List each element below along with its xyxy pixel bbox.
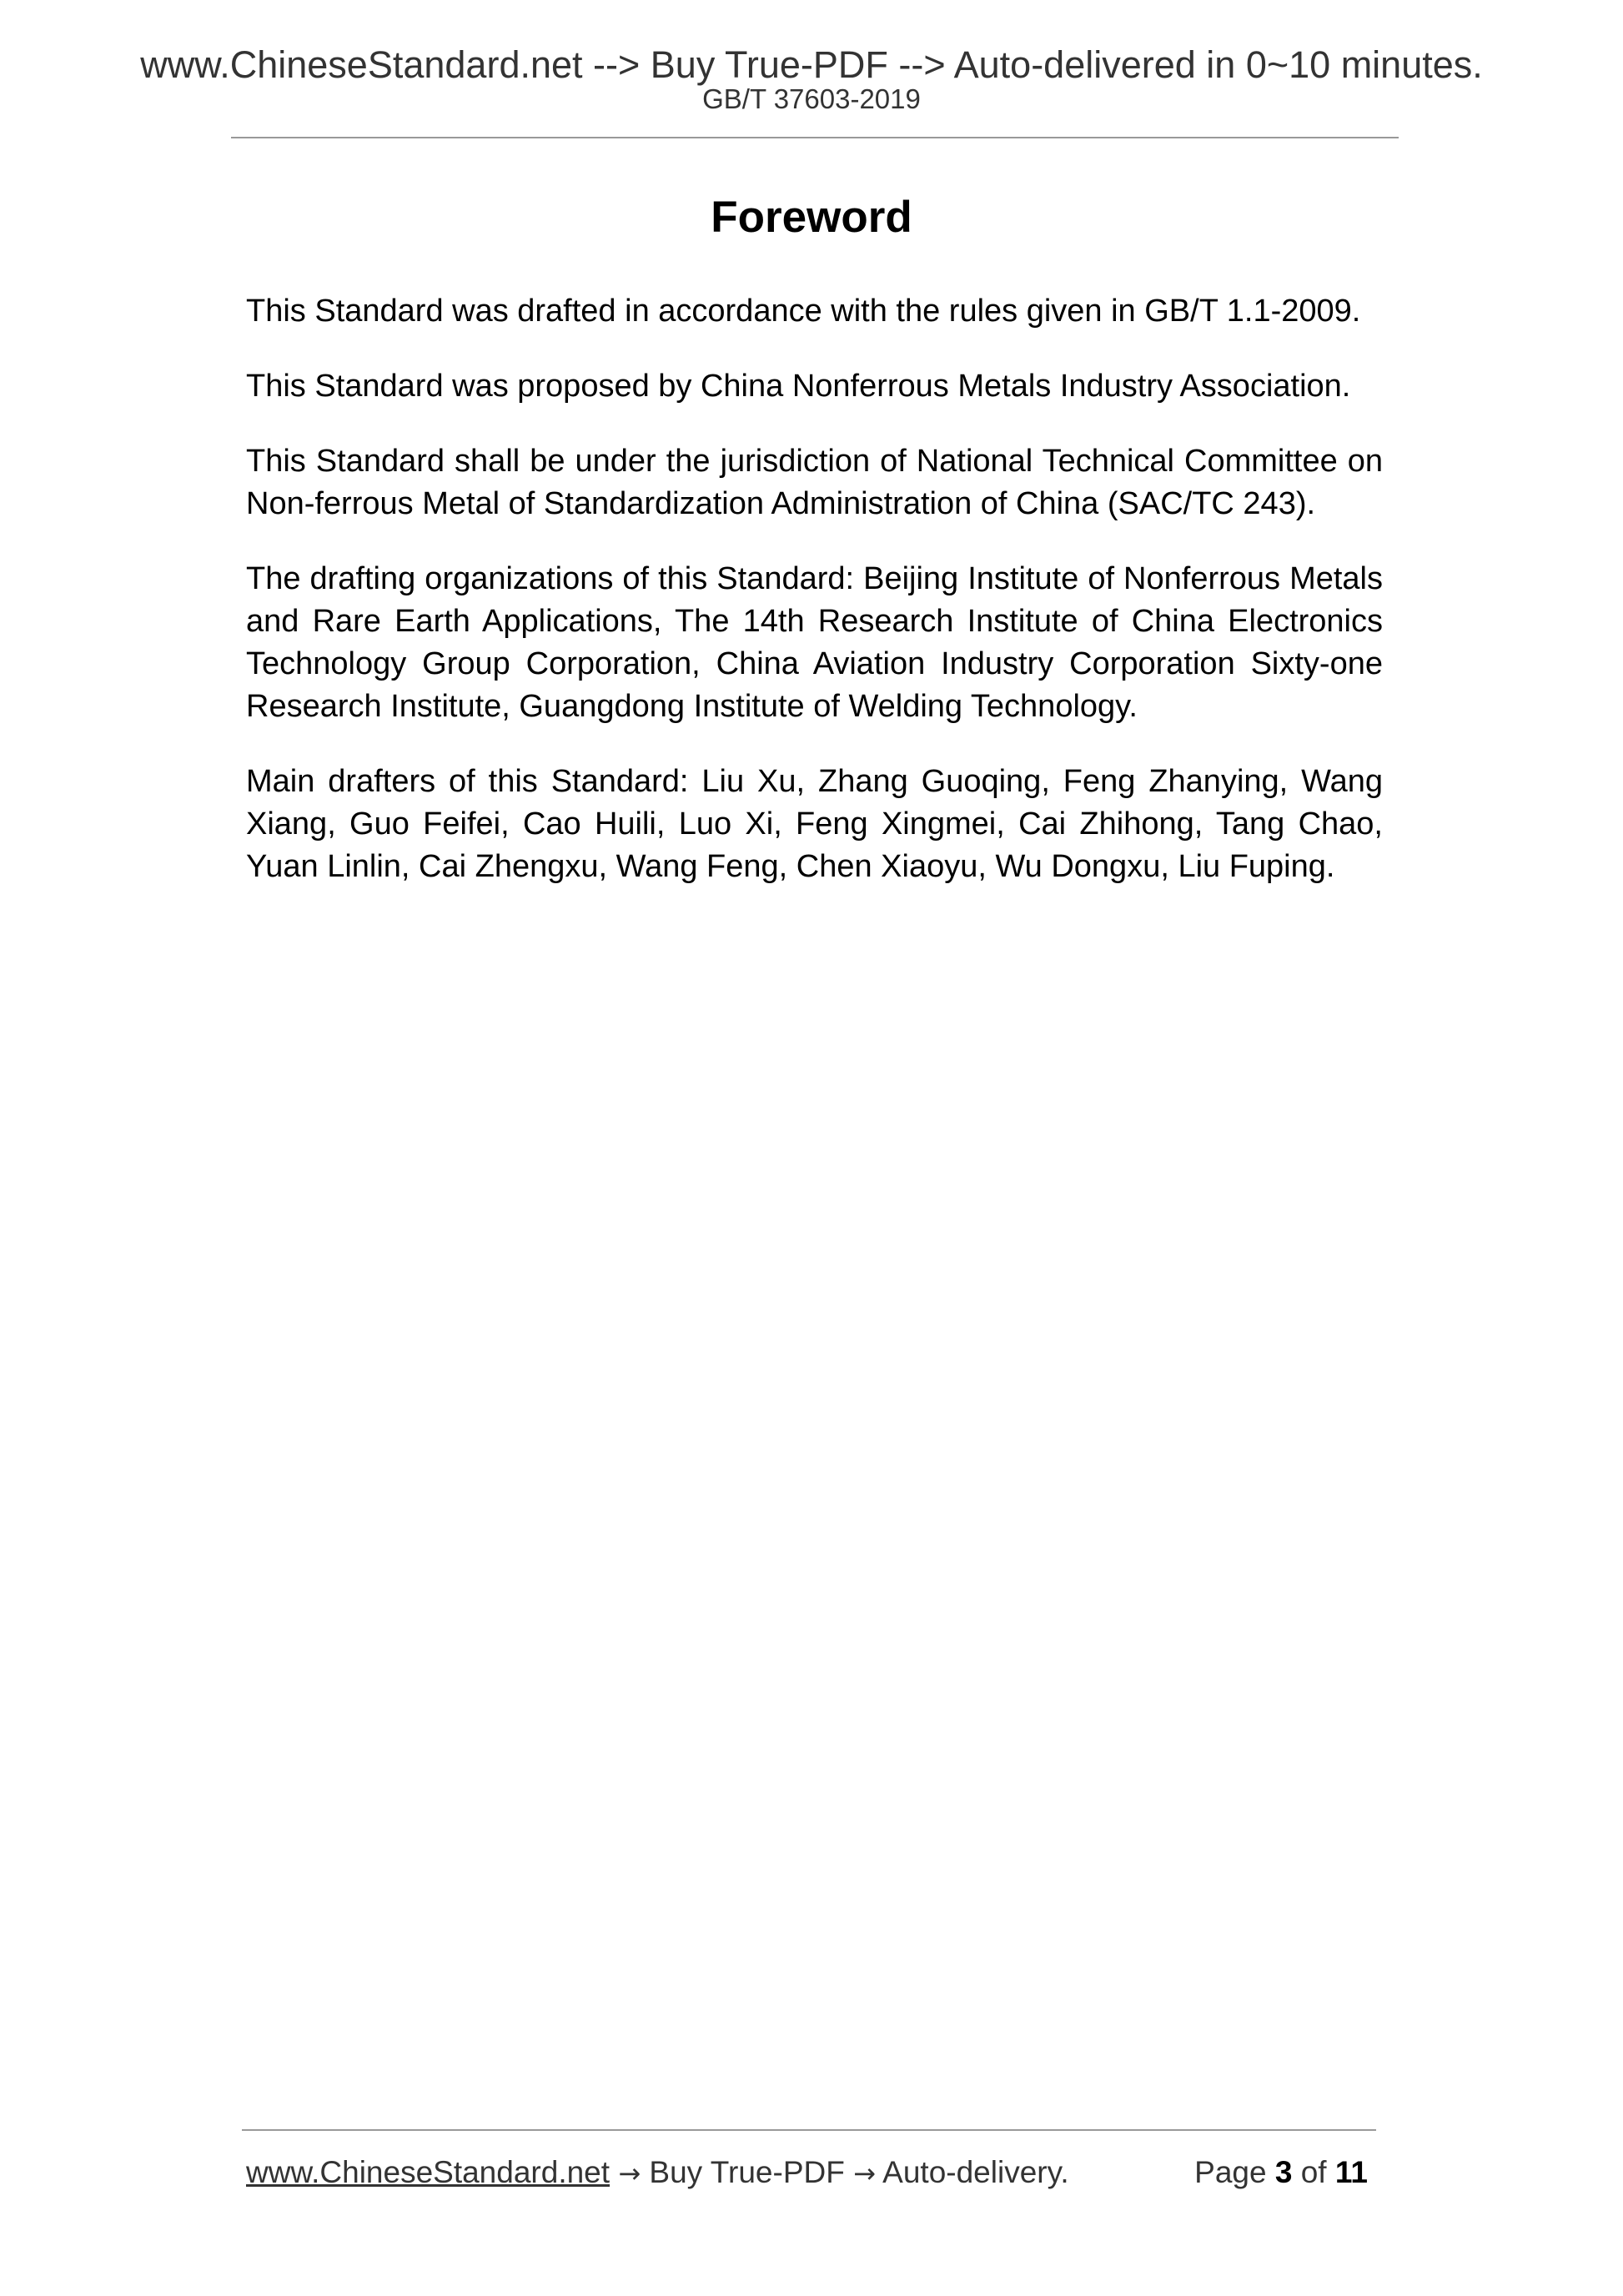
footer-site-link[interactable]: www.ChineseStandard.net (246, 2155, 611, 2189)
page-label: Page (1194, 2155, 1267, 2189)
footer-promo (246, 2152, 1069, 2194)
paragraph-drafting-rules: This Standard was drafted in accordance with the rules given in GB/T 1.1-2009. (246, 294, 1361, 329)
arrow-right-icon: → (853, 2158, 876, 2189)
page-title: Foreword (711, 193, 912, 242)
page-footer (246, 2152, 1376, 2193)
paragraph-proposed-by: This Standard was proposed by China Nonferrous Metals Industry Association. (246, 369, 1351, 404)
current-page-number: 3 (1274, 2155, 1293, 2189)
paragraph-drafting-organizations: The drafting organizations of this Standard: Beijing Institute of Nonferrous Metals and Rare Earth Applications, The 14th Research Institute of China Electronics Technology Group Corporation, China Aviation Industry Corporation Sixty-one Research Institute, Guangdong Institute of Welding Technology. (246, 561, 1383, 724)
of-label: of (1300, 2155, 1327, 2189)
paragraph-jurisdiction: This Standard shall be under the jurisdiction of National Technical Committee on Non-ferrous Metal of Standardization Administration of China (SAC/TC 243). (246, 444, 1383, 521)
document-code: GB/T 37603-2019 (702, 83, 921, 114)
paragraph-main-drafters: Main drafters of this Standard: Liu Xu, Zhang Guoqing, Feng Zhanying, Wang Xiang, Guo Feifei, Cao Huili, Luo Xi, Feng Xingmei, Cai Zhihong, Tang Chao, Yuan Linlin, Cai Zhengxu, Wang Feng, Chen Xiaoyu, Wu Dongxu, Liu Fuping. (246, 764, 1383, 884)
page-indicator (1194, 2152, 1368, 2193)
header-divider (231, 137, 1399, 138)
footer-delivery-text: Auto-delivery. (882, 2155, 1069, 2189)
footer-divider (242, 2129, 1376, 2131)
foreword-body (246, 290, 1383, 921)
total-pages-number: 11 (1334, 2155, 1368, 2189)
header-banner: www.ChineseStandard.net --> Buy True-PDF --> Auto-delivered in 0~10 minutes. (140, 43, 1483, 86)
footer-buy-text: Buy True-PDF (649, 2155, 845, 2189)
arrow-right-icon: → (618, 2158, 641, 2189)
